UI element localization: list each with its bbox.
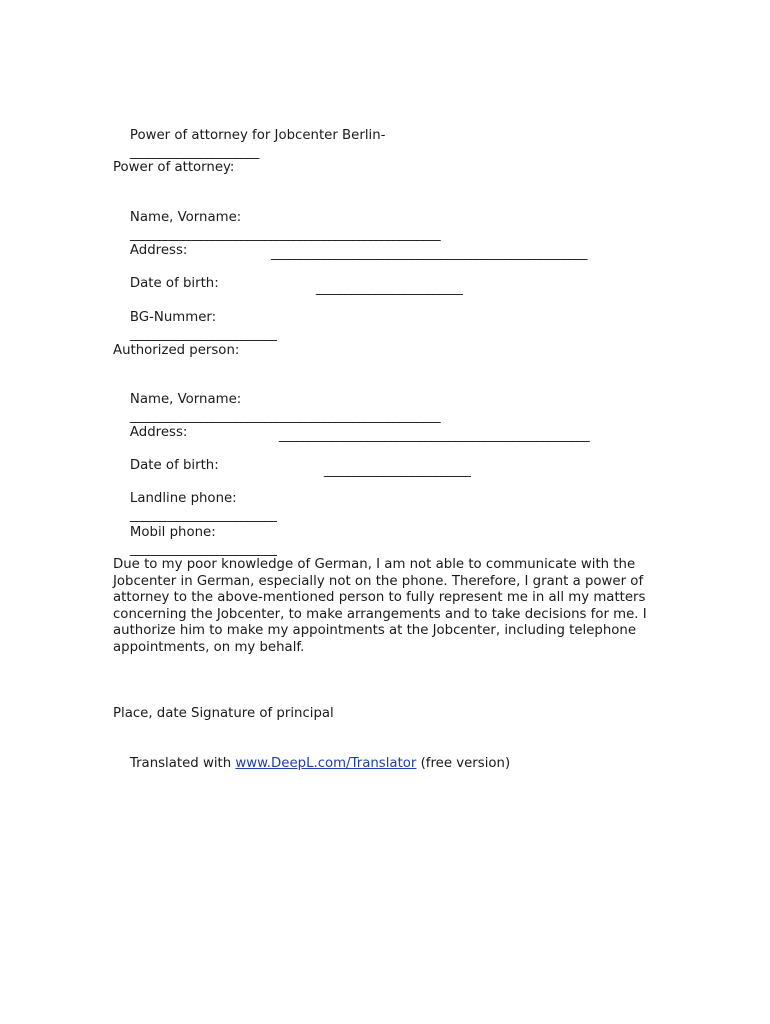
footer-suffix: (free version) (416, 756, 511, 771)
authorized-dob-label: Date of birth: (129, 458, 219, 473)
statement-paragraph: Due to my poor knowledge of German, I am not able to communicate with the Jobcenter in German, especially not on the phone. Therefore, I grant a power of attorney to the above-mentioned person to fully represent me in all my matters concerning the Jobcenter, to make arrangements and to take decisions for me. I authorize him to make my appointments at the Jobcenter, including telephone appointments, on my behalf. (113, 557, 647, 655)
translation-footer (113, 738, 510, 789)
principal-dob-blank-row (299, 263, 462, 314)
principal-address-blank: ______________________________________________________ (270, 246, 587, 261)
authorized-address-label: Address: (129, 425, 188, 440)
principal-bg-label: BG-Nummer: (129, 310, 217, 325)
footer-prefix: Translated with (129, 756, 236, 771)
authorized-mobile-blank: _________________________ (129, 542, 277, 557)
authorized-dob-blank-row (307, 445, 470, 496)
deepl-link[interactable]: www.DeepL.com/Translator (235, 756, 417, 771)
principal-name-blank: _____________________________________________________ (129, 227, 440, 242)
authorized-landline-blank: _________________________ (129, 508, 277, 523)
principal-name-label: Name, Vorname: (129, 210, 242, 225)
principal-heading: Power of attorney: (113, 160, 235, 175)
principal-dob-blank: _________________________ (315, 281, 463, 296)
authorized-name-label: Name, Vorname: (129, 392, 242, 407)
authorized-name-blank: _____________________________________________________ (129, 409, 440, 424)
authorized-dob-blank: _________________________ (323, 463, 471, 478)
authorized-landline-label: Landline phone: (129, 491, 237, 506)
title-blank: ______________________ (129, 145, 259, 160)
principal-dob-label: Date of birth: (129, 276, 219, 291)
document-title: Power of attorney for Jobcenter Berlin- (129, 128, 386, 143)
principal-bg-blank: _________________________ (129, 327, 277, 342)
signature-line: Place, date Signature of principal (113, 706, 334, 721)
authorized-heading: Authorized person: (113, 343, 240, 358)
authorized-address-blank: _____________________________________________________ (278, 428, 589, 443)
principal-address-label: Address: (129, 243, 188, 258)
authorized-mobile-label: Mobil phone: (129, 525, 216, 540)
